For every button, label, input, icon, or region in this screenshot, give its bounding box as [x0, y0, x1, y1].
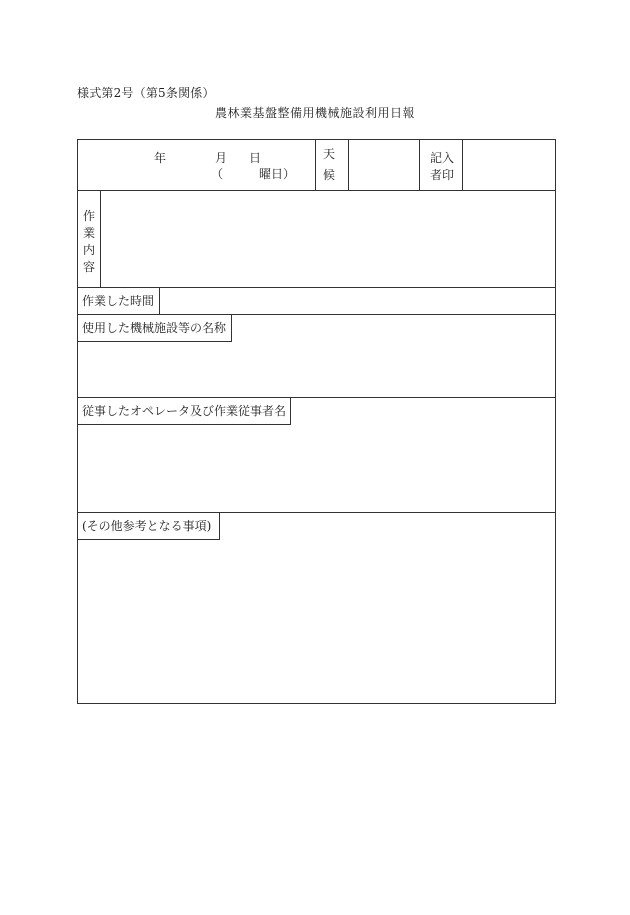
machine-name-label: 使用した機械施設等の名称 — [78, 315, 232, 342]
divider — [419, 140, 420, 190]
report-form — [77, 139, 556, 704]
weekday-open: （ — [211, 167, 224, 181]
form-title: 農林業基盤整備用機械施設利用日報 — [214, 106, 415, 120]
work-time-label: 作業した時間 — [82, 294, 155, 308]
other-notes-label: (その他参考となる事項) — [78, 513, 220, 540]
month-label: 月 — [215, 151, 228, 165]
day-label: 日 — [249, 151, 262, 165]
work-content-label: 作 業 内 容 — [82, 209, 95, 274]
date-field[interactable] — [78, 140, 315, 190]
divider — [315, 140, 316, 190]
work-time-field[interactable] — [160, 288, 555, 314]
recorder-seal-field[interactable] — [463, 140, 555, 190]
recorder-seal-label: 記入 者印 — [429, 151, 454, 182]
operators-field[interactable] — [78, 425, 555, 512]
year-label: 年 — [154, 151, 167, 165]
weekday-label: 曜日） — [259, 167, 296, 181]
other-notes-field[interactable] — [78, 540, 555, 703]
form-number: 様式第2号（第5条関係） — [77, 86, 215, 100]
weather-field[interactable] — [349, 140, 419, 190]
operators-label: 従事したオペレータ及び作業従事者名 — [78, 398, 291, 425]
work-content-field[interactable] — [101, 191, 555, 287]
weather-label: 天 候 — [322, 147, 335, 182]
machine-name-field[interactable] — [78, 342, 555, 397]
